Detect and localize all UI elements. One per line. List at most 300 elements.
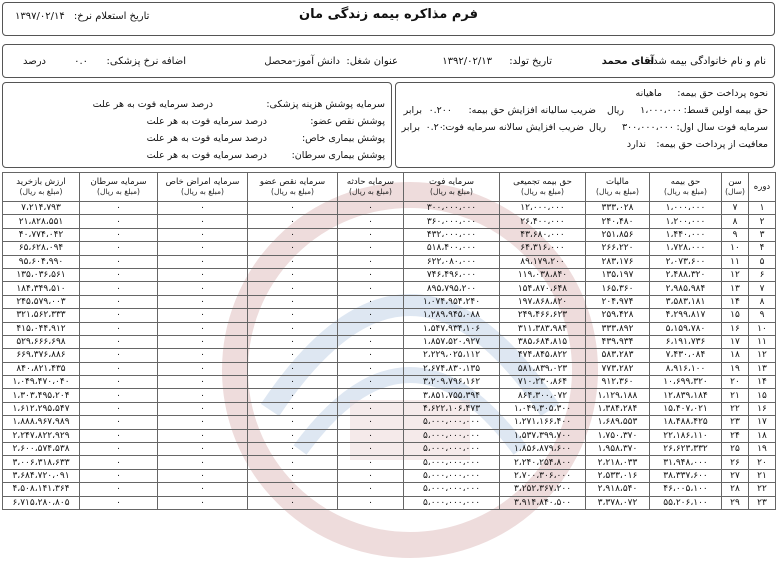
table-cell: ۰ [80, 282, 158, 295]
table-row [3, 483, 776, 496]
table-cell: ۱۳۵،۱۹۷ [586, 268, 650, 281]
table-row [3, 443, 776, 456]
special-disease-value: درصد سرمایه فوت به هر علت [146, 133, 267, 144]
table-cell: ۰ [338, 268, 404, 281]
table-cell: ۰ [338, 389, 404, 402]
job-label: عنوان شغل: [346, 56, 398, 67]
table-cell: ۵،۰۰۰،۰۰۰،۰۰۰ [404, 429, 500, 442]
column-header [749, 173, 776, 202]
table-cell: ۲۱ [749, 469, 776, 482]
table-cell: ۲۲ [722, 402, 749, 415]
table-cell: ۹ [722, 228, 749, 241]
table-cell: ۳،۹۱۴،۸۴۰،۵۰۰ [500, 496, 586, 509]
table-cell: ۱،۰۷۴،۹۵۴،۲۴۰ [404, 295, 500, 308]
table-cell: ۰ [158, 335, 248, 348]
table-cell: ۶۶۹،۳۷۶،۸۸۶ [3, 349, 80, 362]
column-header-label: سرمایه فوت [428, 177, 475, 187]
table-cell: ۳۳۳،۰۲۸ [586, 202, 650, 215]
table-cell: ۰ [80, 322, 158, 335]
table-cell: ۱۲ [749, 349, 776, 362]
table-cell: ۳۰۰،۰۰۰،۰۰۰ [404, 202, 500, 215]
table-cell: ۴۱۵،۰۴۴،۹۱۲ [3, 322, 80, 335]
table-cell: ۳،۲۵۲،۳۶۷،۲۰۰ [500, 483, 586, 496]
table-cell: ۲،۴۸۸،۳۲۰ [650, 268, 722, 281]
premium-growth: ۰.۲۰۰ [428, 105, 452, 116]
table-cell: ۰ [248, 309, 338, 322]
table-cell: ۰ [338, 309, 404, 322]
payment-method-label: نحوه پرداخت حق بیمه: [677, 88, 768, 99]
table-cell: ۰ [158, 362, 248, 375]
table-row [3, 496, 776, 509]
form-header [2, 2, 775, 36]
table-cell: ۲۴ [722, 429, 749, 442]
table-cell: ۱،۱۲۹،۱۸۸ [586, 389, 650, 402]
table-cell: ۴۰،۷۷۴،۰۴۲ [3, 228, 80, 241]
table-cell: ۲۴۹،۴۶۶،۶۲۳ [500, 309, 586, 322]
table-cell: ۱،۵۴۷،۹۳۴،۱۰۶ [404, 322, 500, 335]
first-premium-label: حق بیمه اولین قسط: [683, 105, 768, 116]
table-cell: ۵۸۳،۲۸۳ [586, 349, 650, 362]
column-header [158, 173, 248, 202]
table-cell: ۰ [80, 242, 158, 255]
column-header-unit: (مبلغ به ریال) [271, 187, 314, 196]
premium-growth-unit: برابر [403, 105, 422, 116]
column-header-unit: (مبلغ به ریال) [430, 187, 473, 196]
table-cell: ۱۸ [749, 429, 776, 442]
table-cell: ۵،۰۰۰،۰۰۰،۰۰۰ [404, 443, 500, 456]
table-cell: ۰ [338, 483, 404, 496]
table-row [3, 282, 776, 295]
table-cell: ۰ [248, 456, 338, 469]
table-cell: ۱۳۵،۰۳۶،۵۶۱ [3, 268, 80, 281]
table-cell: ۰ [158, 402, 248, 415]
table-row [3, 242, 776, 255]
table-cell: ۱،۲۷۱،۱۶۶،۴۰۰ [500, 416, 586, 429]
table-cell: ۰ [338, 202, 404, 215]
table-cell: ۱۳ [749, 362, 776, 375]
column-header-label: ارزش بازخرید [16, 177, 66, 187]
table-cell: ۰ [248, 389, 338, 402]
table-row [3, 322, 776, 335]
table-cell: ۰ [338, 496, 404, 509]
table-cell: ۰ [248, 483, 338, 496]
exemption-label: معافیت از پرداخت حق بیمه: [656, 139, 768, 150]
table-cell: ۱،۰۴۹،۳۰۵،۳۰۰ [500, 402, 586, 415]
table-cell: ۰ [80, 443, 158, 456]
death-capital-label: سرمایه فوت سال اول: [676, 122, 768, 133]
death-capital-unit: ریال [588, 122, 606, 133]
table-cell: ۱۴ [722, 295, 749, 308]
table-row [3, 202, 776, 215]
column-header [80, 173, 158, 202]
table-cell: ۱۳ [722, 282, 749, 295]
table-cell: ۴،۶۲۲،۱۰۶،۴۷۳ [404, 402, 500, 415]
table-cell: ۱،۶۱۲،۲۹۵،۵۴۷ [3, 402, 80, 415]
table-cell: ۳،۳۷۸،۰۷۲ [586, 496, 650, 509]
table-cell: ۲۶۶،۲۲۰ [586, 242, 650, 255]
column-header-label: سن [728, 177, 742, 187]
table-cell: ۰ [248, 282, 338, 295]
table-cell: ۳،۵۸۳،۱۸۱ [650, 295, 722, 308]
coverage-box [2, 82, 392, 168]
table-cell: ۲،۵۳۳،۰۱۶ [586, 469, 650, 482]
column-header-unit: (مبلغ به ریال) [19, 187, 63, 196]
disability-value: درصد سرمایه فوت به هر علت [146, 116, 267, 127]
table-header-row [3, 173, 776, 202]
table-cell: ۲۵۹،۴۲۸ [586, 309, 650, 322]
table-cell: ۵،۱۵۹،۷۸۰ [650, 322, 722, 335]
table-row [3, 309, 776, 322]
table-cell: ۰ [338, 443, 404, 456]
table-cell: ۰ [338, 335, 404, 348]
table-cell: ۸ [722, 215, 749, 228]
table-cell: ۱۶ [749, 402, 776, 415]
table-cell: ۳۱،۹۴۸،۰۰۰ [650, 456, 722, 469]
table-cell: ۰ [158, 376, 248, 389]
table-cell: ۰ [248, 496, 338, 509]
table-cell: ۱۲،۸۳۹،۱۸۴ [650, 389, 722, 402]
table-row [3, 429, 776, 442]
cancer-label: پوشش بیماری سرطان: [291, 150, 385, 161]
inquiry-date-label: تاریخ استعلام نرخ: [73, 11, 150, 22]
table-cell: ۲،۹۸۵،۹۸۴ [650, 282, 722, 295]
capital-growth-label: ضریب افزایش سالانه سرمایه فوت: [442, 122, 584, 133]
table-cell: ۰ [158, 389, 248, 402]
table-cell: ۲۷ [722, 469, 749, 482]
table-cell: ۳،۶۸۴،۷۲۰،۰۹۱ [3, 469, 80, 482]
table-cell: ۰ [248, 242, 338, 255]
table-cell: ۰ [338, 215, 404, 228]
table-cell: ۸۹۵،۷۹۵،۲۰۰ [404, 282, 500, 295]
table-cell: ۶۵،۶۲۸،۰۹۴ [3, 242, 80, 255]
table-cell: ۱۵ [722, 309, 749, 322]
table-cell: ۰ [338, 429, 404, 442]
column-header-label: سرمایه سرطان [90, 177, 147, 187]
table-cell: ۷،۴۳۰،۰۸۴ [650, 349, 722, 362]
table-cell: ۱،۲۰۰،۰۰۰ [650, 215, 722, 228]
table-cell: ۱،۷۲۸،۰۰۰ [650, 242, 722, 255]
table-cell: ۶،۱۹۱،۷۳۶ [650, 335, 722, 348]
table-cell: ۳ [749, 228, 776, 241]
special-disease-label: پوشش بیماری خاص: [301, 133, 385, 144]
table-cell: ۱ [749, 202, 776, 215]
table-cell: ۳۱۱،۳۸۳،۹۸۴ [500, 322, 586, 335]
table-cell: ۸۴۰،۸۲۱،۴۳۵ [3, 362, 80, 375]
column-header-unit: (مبلغ به ریال) [521, 187, 564, 196]
table-cell: ۱۱ [749, 335, 776, 348]
medical-cost-label: سرمایه پوشش هزینه پزشکی: [266, 99, 385, 110]
table-cell: ۲۰ [749, 456, 776, 469]
table-cell: ۰ [338, 376, 404, 389]
column-header [338, 173, 404, 202]
table-cell: ۰ [338, 416, 404, 429]
table-cell: ۰ [80, 349, 158, 362]
table-cell: ۱،۹۵۸،۳۷۰ [586, 443, 650, 456]
inquiry-date-value: ۱۳۹۷/۰۲/۱۴ [15, 11, 65, 22]
page-title: فرم مذاکره بیمه زندگی مان [299, 7, 478, 22]
column-header-unit: (مبلغ به ریال) [596, 187, 639, 196]
table-cell: ۶۴،۳۱۶،۰۰۰ [500, 242, 586, 255]
table-cell: ۰ [248, 255, 338, 268]
table-cell: ۲۸ [722, 483, 749, 496]
column-header-label: مالیات [606, 177, 629, 187]
medical-surcharge-label: اضافه نرخ پزشکی: [106, 56, 186, 67]
birth-date-label: تاریخ تولد: [509, 56, 552, 67]
column-header-label: سرمایه نقص عضو [259, 177, 326, 187]
table-cell: ۰ [158, 456, 248, 469]
table-cell: ۵۲۹،۶۶۶،۶۹۸ [3, 335, 80, 348]
table-cell: ۵،۰۰۰،۰۰۰،۰۰۰ [404, 483, 500, 496]
column-header-label: سرمایه امراض خاص [165, 177, 240, 187]
table-cell: ۰ [338, 469, 404, 482]
table-cell: ۱،۰۰۰،۰۰۰ [650, 202, 722, 215]
table-cell: ۰ [158, 295, 248, 308]
table-body [3, 202, 776, 510]
table-cell: ۷،۲۱۴،۷۹۳ [3, 202, 80, 215]
premium-growth-label: ضریب سالیانه افزایش حق بیمه: [468, 105, 596, 116]
table-cell: ۴۳،۶۸۰،۰۰۰ [500, 228, 586, 241]
table-cell: ۱،۳۰۳،۴۹۵،۲۰۴ [3, 389, 80, 402]
table-cell: ۰ [158, 443, 248, 456]
table-cell: ۱۴ [749, 376, 776, 389]
table-cell: ۰ [80, 469, 158, 482]
table-cell: ۵۸۱،۸۳۹،۰۲۳ [500, 362, 586, 375]
table-cell: ۱،۲۸۹،۹۴۵،۰۸۸ [404, 309, 500, 322]
table-cell: ۵،۰۰۰،۰۰۰،۰۰۰ [404, 456, 500, 469]
table-row [3, 295, 776, 308]
column-header-label: دوره [753, 182, 771, 192]
table-cell: ۲۳ [749, 496, 776, 509]
exemption-value: ندارد [626, 139, 646, 150]
table-cell: ۵۱۸،۴۰۰،۰۰۰ [404, 242, 500, 255]
table-cell: ۰ [338, 362, 404, 375]
capital-growth-unit: برابر [401, 122, 420, 133]
table-cell: ۱۵،۴۰۷،۰۲۱ [650, 402, 722, 415]
table-row [3, 335, 776, 348]
table-cell: ۰ [80, 456, 158, 469]
table-cell: ۲۴۵،۵۷۹،۰۰۳ [3, 295, 80, 308]
table-cell: ۰ [80, 376, 158, 389]
column-header [248, 173, 338, 202]
table-cell: ۲،۷۰۰،۳۰۶،۰۰۰ [500, 469, 586, 482]
table-cell: ۰ [80, 295, 158, 308]
table-cell: ۰ [80, 202, 158, 215]
cancer-value: درصد سرمایه فوت به هر علت [146, 150, 267, 161]
table-cell: ۰ [80, 255, 158, 268]
table-cell: ۴۳۲،۰۰۰،۰۰۰ [404, 228, 500, 241]
table-cell: ۸۹،۱۷۹،۲۰۰ [500, 255, 586, 268]
table-cell: ۰ [158, 483, 248, 496]
column-header [500, 173, 586, 202]
column-header [3, 173, 80, 202]
first-premium-unit: ریال [606, 105, 624, 116]
table-cell: ۰ [248, 268, 338, 281]
table-row [3, 268, 776, 281]
table-cell: ۱،۶۸۹،۵۵۳ [586, 416, 650, 429]
table-cell: ۱۲ [722, 268, 749, 281]
column-header [586, 173, 650, 202]
table-cell: ۶۲۲،۰۸۰،۰۰۰ [404, 255, 500, 268]
table-cell: ۰ [158, 202, 248, 215]
table-cell: ۰ [158, 429, 248, 442]
medical-cost-value: درصد سرمایه فوت به هر علت [92, 99, 213, 110]
table-cell: ۷۴۶،۴۹۶،۰۰۰ [404, 268, 500, 281]
table-cell: ۰ [248, 362, 338, 375]
table-cell: ۵،۰۰۰،۰۰۰،۰۰۰ [404, 416, 500, 429]
table-cell: ۲۰۴،۹۷۴ [586, 295, 650, 308]
table-cell: ۰ [338, 228, 404, 241]
insured-name: آقای محمد [601, 56, 654, 67]
table-cell: ۷ [749, 282, 776, 295]
table-cell: ۴۳۹،۹۳۴ [586, 335, 650, 348]
table-cell: ۳۶۰،۰۰۰،۰۰۰ [404, 215, 500, 228]
table-cell: ۵،۰۰۰،۰۰۰،۰۰۰ [404, 496, 500, 509]
table-cell: ۲،۲۱۸،۰۳۳ [586, 456, 650, 469]
table-cell: ۲،۲۴۰،۲۵۴،۸۰۰ [500, 456, 586, 469]
table-cell: ۸ [749, 295, 776, 308]
medical-surcharge-value: ۰.۰ [74, 56, 88, 67]
table-cell: ۱۹۷،۸۶۸،۸۲۰ [500, 295, 586, 308]
table-cell: ۵۵،۲۰۶،۱۰۰ [650, 496, 722, 509]
table-cell: ۱۰ [722, 242, 749, 255]
table-cell: ۰ [248, 469, 338, 482]
table-cell: ۰ [248, 349, 338, 362]
table-cell: ۱۰،۶۹۹،۳۲۰ [650, 376, 722, 389]
table-cell: ۷ [722, 202, 749, 215]
table-row [3, 376, 776, 389]
column-header-label: سرمایه حادثه [346, 177, 395, 187]
table-cell: ۲،۲۴۷،۸۲۲،۹۲۹ [3, 429, 80, 442]
table-cell: ۱۱۹،۰۳۸،۸۴۰ [500, 268, 586, 281]
table-cell: ۰ [158, 268, 248, 281]
table-cell: ۱۲،۰۰۰،۰۰۰ [500, 202, 586, 215]
table-cell: ۳،۰۰۶،۳۱۸،۶۳۳ [3, 456, 80, 469]
table-cell: ۰ [248, 228, 338, 241]
table-cell: ۲۱،۸۲۸،۵۵۱ [3, 215, 80, 228]
table-row [3, 215, 776, 228]
table-cell: ۰ [338, 282, 404, 295]
table-cell: ۳،۲۰۹،۷۹۶،۱۶۲ [404, 376, 500, 389]
column-header-label: حق بیمه تجمیعی [513, 177, 572, 187]
table-cell: ۱۹ [749, 443, 776, 456]
table-cell: ۲۱ [722, 389, 749, 402]
table-cell: ۰ [80, 228, 158, 241]
table-cell: ۲۹ [722, 496, 749, 509]
table-cell: ۲،۶۰۰،۵۷۴،۵۳۸ [3, 443, 80, 456]
table-cell: ۳۸،۳۳۷،۶۰۰ [650, 469, 722, 482]
table-cell: ۲۵۱،۸۵۶ [586, 228, 650, 241]
table-cell: ۱۷ [749, 416, 776, 429]
table-cell: ۲۶،۶۲۳،۳۳۲ [650, 443, 722, 456]
insured-name-label: نام و نام خانوادگی بیمه شده: [644, 56, 766, 67]
column-header [404, 173, 500, 202]
table-cell: ۲،۰۷۳،۶۰۰ [650, 255, 722, 268]
capital-growth: ۰.۲۰۰ [425, 122, 449, 133]
table-cell: ۰ [338, 349, 404, 362]
table-cell: ۰ [338, 456, 404, 469]
table-cell: ۵ [749, 255, 776, 268]
table-row [3, 389, 776, 402]
table-cell: ۰ [80, 416, 158, 429]
table-cell: ۱۵۴،۸۷۰،۶۴۸ [500, 282, 586, 295]
table-cell: ۲۲،۱۸۶،۱۱۰ [650, 429, 722, 442]
table-cell: ۰ [80, 429, 158, 442]
inquiry-date [15, 11, 149, 22]
table-cell: ۱،۵۳۷،۳۹۹،۷۰۰ [500, 429, 586, 442]
table-cell: ۸،۹۱۶،۱۰۰ [650, 362, 722, 375]
table-cell: ۰ [338, 255, 404, 268]
table-cell: ۱،۴۴۰،۰۰۰ [650, 228, 722, 241]
table-cell: ۶،۷۱۵،۲۸۰،۸۰۵ [3, 496, 80, 509]
table-cell: ۰ [248, 215, 338, 228]
table-cell: ۰ [248, 416, 338, 429]
table-row [3, 456, 776, 469]
table-cell: ۱۵ [749, 389, 776, 402]
table-cell: ۲۵ [722, 443, 749, 456]
birth-date: ۱۳۹۲/۰۲/۱۳ [442, 56, 492, 67]
table-cell: ۱۷ [722, 335, 749, 348]
table-cell: ۲۶ [722, 456, 749, 469]
table-row [3, 416, 776, 429]
table-row [3, 228, 776, 241]
column-header-unit: (مبلغ به ریال) [181, 187, 224, 196]
table-cell: ۱۶ [722, 322, 749, 335]
table-cell: ۳۸۵،۶۸۴،۸۱۵ [500, 335, 586, 348]
table-cell: ۲ [749, 215, 776, 228]
table-cell: ۰ [158, 215, 248, 228]
table-cell: ۴ [749, 242, 776, 255]
table-cell: ۱۸ [722, 349, 749, 362]
table-cell: ۰ [248, 295, 338, 308]
table-cell: ۱،۸۸۸،۹۶۷،۹۸۹ [3, 416, 80, 429]
column-header-unit: (مبلغ به ریال) [664, 187, 707, 196]
column-header-unit: (مبلغ به ریال) [349, 187, 392, 196]
table-cell: ۲،۹۱۸،۵۴۰ [586, 483, 650, 496]
table-cell: ۲۰ [722, 376, 749, 389]
table-cell: ۹۱۲،۳۶۰ [586, 376, 650, 389]
table-row [3, 362, 776, 375]
table-cell: ۰ [158, 309, 248, 322]
table-cell: ۲۸۳،۱۷۶ [586, 255, 650, 268]
column-header [722, 173, 749, 202]
table-cell: ۳،۸۵۱،۷۵۵،۳۹۴ [404, 389, 500, 402]
table-cell: ۰ [248, 376, 338, 389]
table-cell: ۸۶۴،۳۰۰،۰۷۲ [500, 389, 586, 402]
table-cell: ۰ [248, 335, 338, 348]
table-cell: ۰ [80, 402, 158, 415]
table-cell: ۲۴۰،۴۸۰ [586, 215, 650, 228]
column-header-unit: (مبلغ به ریال) [97, 187, 140, 196]
projection-table [2, 172, 776, 510]
table-cell: ۰ [158, 416, 248, 429]
column-header-unit: (سال) [725, 187, 745, 196]
table-cell: ۱،۸۵۶،۸۷۹،۶۰۰ [500, 443, 586, 456]
table-cell: ۰ [338, 402, 404, 415]
table-cell: ۰ [158, 496, 248, 509]
table-cell: ۰ [248, 429, 338, 442]
table-cell: ۴۷۴،۸۴۵،۸۲۲ [500, 349, 586, 362]
table-cell: ۷۱۰،۲۳۰،۸۶۴ [500, 376, 586, 389]
table-cell: ۰ [80, 362, 158, 375]
table-cell: ۰ [158, 349, 248, 362]
table-cell: ۹ [749, 309, 776, 322]
table-cell: ۰ [80, 496, 158, 509]
table-cell: ۰ [248, 202, 338, 215]
table-cell: ۰ [80, 309, 158, 322]
table-cell: ۱،۷۵۰،۳۷۰ [586, 429, 650, 442]
table-cell: ۰ [338, 242, 404, 255]
table-cell: ۰ [158, 469, 248, 482]
